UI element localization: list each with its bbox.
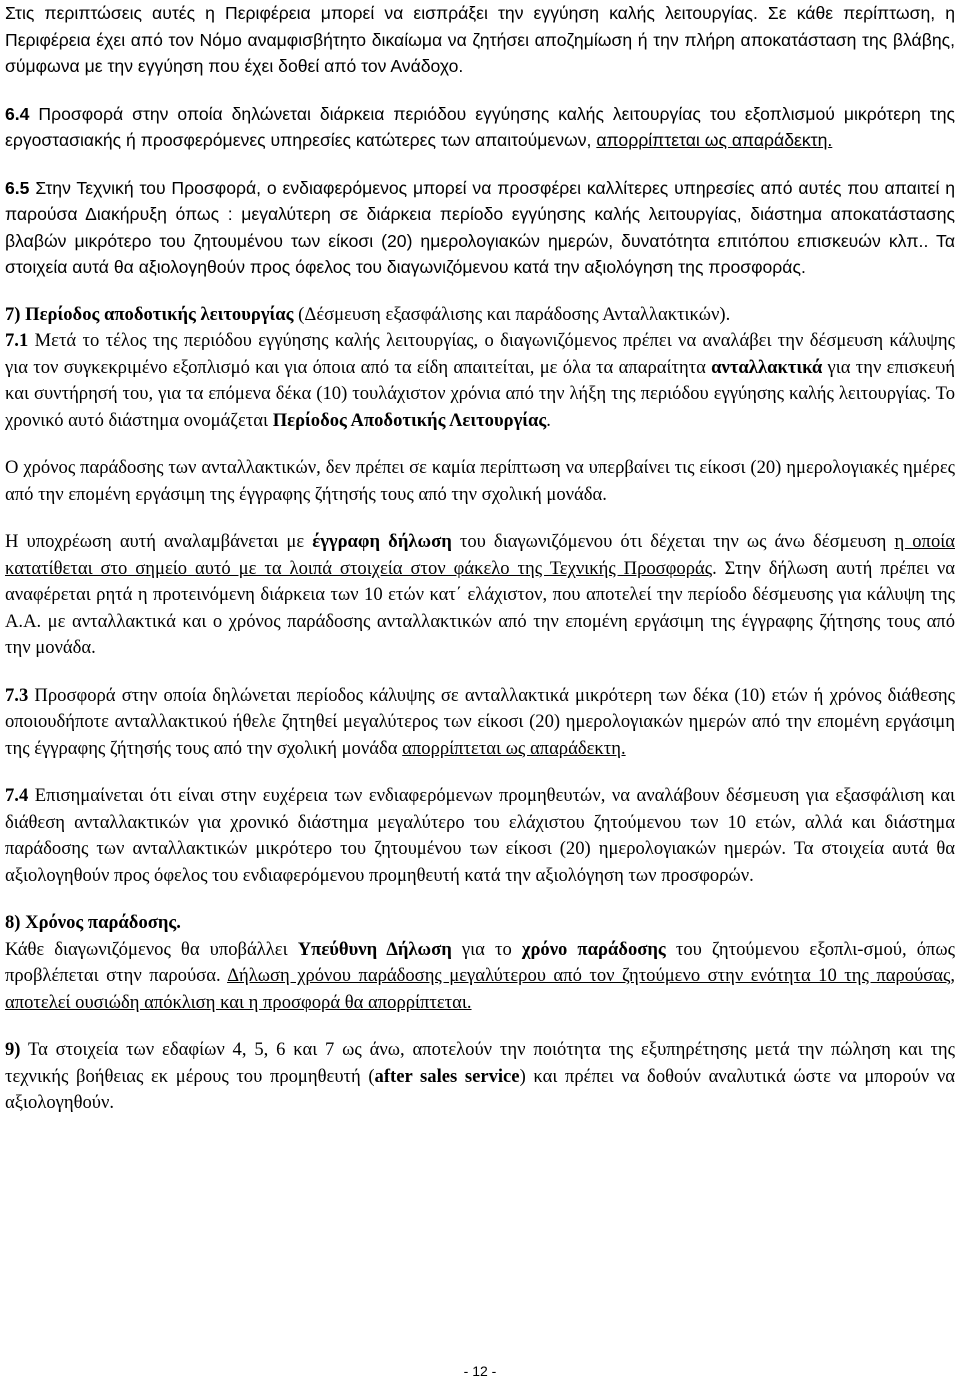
document-page xyxy=(5,0,955,1117)
paragraph-6-5: 6.5 Στην Τεχνική του Προσφορά, ο ενδιαφερόμενος μπορεί να προσφέρει καλλίτερες υπηρεσίες από αυτές που απαιτεί η παρούσα Διακήρυξη όπως : μεγαλύτερη σε διάρκεια περίοδο εγγύησης καλής λειτουργίας, διάστημα αποκατάστασης βλαβών μικρότερο του ζητουμένου των είκοσι (20) ημερολογιακών ημερών, δυνατότητα επιτόπου επισκευών κλπ.. Τα στοιχεία αυτά θα αξιολογηθούν προς όφελος του διαγωνιζόμενου κατά την αξιολόγηση της προσφοράς. xyxy=(5,177,955,277)
section-7-heading: 7) Περίοδος αποδοτικής λειτουργίας (Δέσμευση εξασφάλισης και παράδοσης Ανταλλακτικών). xyxy=(5,303,731,325)
section-number: 7.1 xyxy=(5,330,29,351)
section-number: 9) xyxy=(5,1039,21,1060)
paragraph-7-3: 7.3 Προσφορά στην οποία δηλώνεται περίοδος κάλυψης σε ανταλλακτικά μικρότερη των δέκα (10) ετών ή χρόνος διάθεσης οποιουδήποτε ανταλλακτικού ήθελε ζητηθεί μεγαλύτερος των είκοσι (20) ημερολογιακών ημερών από την επομένη εργάσιμη της έγγραφης ζήτησής τους από την σχολική μονάδα απορρίπτεται ως απαράδεκτη. xyxy=(5,684,955,759)
section-8-heading: 8) Χρόνος παράδοσης. xyxy=(5,912,181,933)
paragraph-6-4: 6.4 Προσφορά στην οποία δηλώνεται διάρκεια περιόδου εγγύησης καλής λειτουργίας του εξοπλισμού μικρότερη της εργοστασιακής ή προσφερόμενες υπηρεσίες κατώτερες των απαιτούμενων, απορρίπτεται ως απαράδεκτη. xyxy=(5,103,955,150)
paragraph-8: Κάθε διαγωνιζόμενος θα υποβάλλει Υπεύθυνη Δήλωση για το χρόνο παράδοσης του ζητούμενου εξοπλι-σμού, όπως προβλέπεται στην παρούσα. Δήλωση χρόνου παράδοσης μεγαλύτερου από τον ζητούμενο στην ενότητα 10 της παρούσας, αποτελεί ουσιώδη απόκλιση και η προσφορά θα απορρίπτεται. xyxy=(5,938,956,1013)
section-number: 6.4 xyxy=(5,103,30,124)
paragraph-7-1: 7.1 Μετά το τέλος της περιόδου εγγύησης καλής λειτουργίας, ο διαγωνιζόμενος πρέπει να αναλάβει την δέσμευση κάλυψης για τον συγκεκριμένο εξοπλισμό και για όποια από τα είδη απαιτείται, με όλα τα απαραίτητα ανταλλακτικά για την επισκευή και συντήρησή του, για τα επόμενα δέκα (10) τουλάχιστον χρόνια από την λήξη της περιόδου εγγύησης καλής λειτουργίας. Το χρονικό αυτό διάστημα ονομάζεται Περίοδος Αποδοτικής Λειτουργίας. xyxy=(5,330,956,431)
paragraph-delivery-time: Ο χρόνος παράδοσης των ανταλλακτικών, δεν πρέπει σε καμία περίπτωση να υπερβαίνει τις είκοσι (20) ημερολογιακές ημέρες από την επομένη εργάσιμη της έγγραφης ζήτησής τους από την σχολική μονάδα. xyxy=(5,457,955,505)
paragraph-9: 9) Τα στοιχεία των εδαφίων 4, 5, 6 και 7 ως άνω, αποτελούν την ποιότητα της εξυπηρέτησης μετά την πώληση και της τεχνικής βοήθειας εκ μέρους του προμηθευτή (after sales service) και πρέπει να δοθούν αναλυτικά ώστε να μπορούν να αξιολογηθούν. xyxy=(5,1039,955,1113)
page-number: - 12 - xyxy=(463,1363,497,1379)
section-number: 6.5 xyxy=(5,177,30,198)
paragraph-obligation: Η υποχρέωση αυτή αναλαμβάνεται με έγγραφη δήλωση του διαγωνιζόμενου ότι δέχεται την ως άνω δέσμευση η οποία κατατίθεται στο σημείο αυτό με τα λοιπά στοιχεία στον φάκελο της Τεχνικής Προσφοράς. Στην δήλωση αυτή πρέπει να αναφέρεται ρητά η προτεινόμενη διάρκεια των 10 ετών κατ΄ ελάχιστον, που αποτελεί την περίοδο δέσμευσης για κάλυψη της Α.Α. με ανταλλακτικά και ο χρόνος παράδοσης ανταλλακτικών από την επομένη εργάσιμη της έγγραφης ζήτησης τους από την μονάδα. xyxy=(5,531,955,658)
paragraph-7-4: 7.4 Επισημαίνεται ότι είναι στην ευχέρεια των ενδιαφερόμενων προμηθευτών, να αναλάβουν δέσμευση για εξασφάλιση και διάθεση ανταλλακτικών για χρονικό διάστημα μεγαλύτερο του ελάχιστου ζητούμενου των 10 ετών, αλλά και διάστημα παράδοσης των ανταλλακτικών μικρότερο του ζητουμένου των είκοσι (20) ημερολογιακών ημερών. Τα στοιχεία αυτά θα αξιολογηθούν προς όφελος του ενδιαφερόμενου προμηθευτή κατά την αξιολόγηση των προσφορών. xyxy=(5,785,955,886)
underlined-rejection: απορρίπτεται ως απαράδεκτη. xyxy=(596,130,833,150)
section-number: 7.3 xyxy=(5,684,29,706)
paragraph-guarantee-intro: Στις περιπτώσεις αυτές η Περιφέρεια μπορεί να εισπράξει την εγγύηση καλής λειτουργίας. Σε κάθε περίπτωση, η Περιφέρεια έχει από τον Νόμο αναμφισβήτητο δικαίωμα να ζητήσει αποζημίωση ή την πλήρη αποκατάσταση της βλάβης, σύμφωνα με την εγγύηση που έχει δοθεί από τον Ανάδοχο. xyxy=(5,3,955,76)
section-number: 7.4 xyxy=(5,785,29,806)
